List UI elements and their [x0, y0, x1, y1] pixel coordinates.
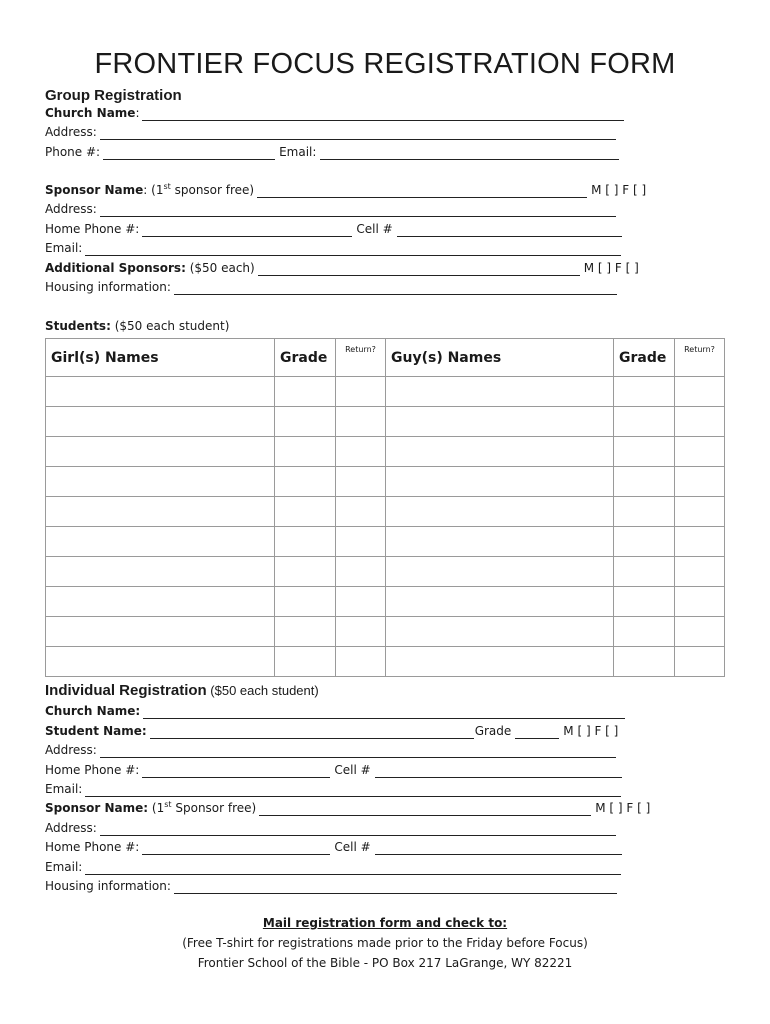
- individual-sponsor-phone-row: [45, 836, 622, 855]
- housing-field[interactable]: [174, 281, 617, 295]
- student-name-field[interactable]: [150, 725, 474, 739]
- individual-phone-row: [45, 759, 622, 778]
- girl-name-cell[interactable]: [46, 647, 275, 677]
- girl-name-cell[interactable]: [46, 587, 275, 617]
- girl-return-cell[interactable]: [336, 497, 386, 527]
- individual-sponsor-name-field[interactable]: [259, 802, 591, 816]
- guy-name-cell[interactable]: [386, 527, 614, 557]
- table-row: [46, 437, 725, 467]
- individual-housing-row: [45, 875, 617, 894]
- individual-sponsor-email-label: Email:: [45, 860, 83, 874]
- guy-name-cell[interactable]: [386, 407, 614, 437]
- girl-name-cell[interactable]: [46, 617, 275, 647]
- additional-gender-checkboxes[interactable]: M [ ] F [ ]: [583, 261, 639, 275]
- guy-grade-cell[interactable]: [614, 377, 675, 407]
- table-row: [46, 587, 725, 617]
- additional-sponsors-label: Additional Sponsors: ($50 each): [45, 261, 255, 275]
- girl-name-cell[interactable]: [46, 467, 275, 497]
- student-name-row: [45, 720, 622, 739]
- guy-return-cell[interactable]: [675, 587, 725, 617]
- address-label: Address:: [45, 125, 97, 139]
- guy-return-cell[interactable]: [675, 437, 725, 467]
- girl-return-cell[interactable]: [336, 437, 386, 467]
- students-label: Students: ($50 each student): [45, 319, 230, 333]
- girl-grade-cell[interactable]: [275, 587, 336, 617]
- individual-registration-heading: Individual Registration ($50 each student): [45, 682, 319, 699]
- guy-return-cell[interactable]: [675, 377, 725, 407]
- grade-field[interactable]: [515, 725, 559, 739]
- individual-sponsor-name-label: Sponsor Name: (1st Sponsor free): [45, 800, 257, 815]
- girl-name-cell[interactable]: [46, 407, 275, 437]
- guy-name-cell[interactable]: [386, 557, 614, 587]
- girl-return-cell[interactable]: [336, 557, 386, 587]
- guy-name-cell[interactable]: [386, 377, 614, 407]
- grade-label: Grade: [474, 724, 512, 738]
- girl-name-cell[interactable]: [46, 497, 275, 527]
- sponsor-name-field[interactable]: [257, 184, 587, 198]
- individual-address-label: Address:: [45, 743, 97, 757]
- individual-sponsor-home-phone-field[interactable]: [142, 841, 330, 855]
- girl-return-cell[interactable]: [336, 587, 386, 617]
- sponsor-phone-row: [45, 218, 622, 237]
- girl-return-cell[interactable]: [336, 407, 386, 437]
- individual-church-name-field[interactable]: [143, 705, 625, 719]
- table-row: [46, 377, 725, 407]
- sponsor-email-label: Email:: [45, 241, 83, 255]
- student-name-label: Student Name:: [45, 724, 147, 738]
- group-address-row: [45, 121, 616, 140]
- guy-grade-cell[interactable]: [614, 467, 675, 497]
- guy-grade-cell[interactable]: [614, 497, 675, 527]
- guy-return-cell[interactable]: [675, 527, 725, 557]
- girl-name-cell[interactable]: [46, 527, 275, 557]
- home-phone-field[interactable]: [142, 223, 352, 237]
- table-row: [46, 497, 725, 527]
- girls-grade-header: Grade: [275, 339, 336, 377]
- girl-grade-cell[interactable]: [275, 557, 336, 587]
- group-church-name-row: [45, 102, 624, 121]
- individual-sponsor-email-field[interactable]: [85, 861, 621, 875]
- girl-return-cell[interactable]: [336, 527, 386, 557]
- individual-housing-label: Housing information:: [45, 879, 171, 893]
- mail-heading: Mail registration form and check to:: [262, 916, 508, 930]
- church-name-field[interactable]: [142, 107, 624, 121]
- students-label-row: [45, 315, 232, 334]
- individual-sponsor-home-phone-label: Home Phone #:: [45, 840, 140, 854]
- girl-return-cell[interactable]: [336, 647, 386, 677]
- guy-name-cell[interactable]: [386, 617, 614, 647]
- girl-grade-cell[interactable]: [275, 377, 336, 407]
- guy-grade-cell[interactable]: [614, 647, 675, 677]
- sponsor-name-label: Sponsor Name: (1st sponsor free): [45, 182, 255, 197]
- group-housing-row: [45, 276, 617, 295]
- guy-name-cell[interactable]: [386, 647, 614, 677]
- girl-grade-cell[interactable]: [275, 497, 336, 527]
- guy-return-cell[interactable]: [675, 617, 725, 647]
- home-phone-label: Home Phone #:: [45, 222, 140, 236]
- individual-address-field[interactable]: [100, 744, 616, 758]
- table-row: [46, 407, 725, 437]
- guy-return-cell[interactable]: [675, 467, 725, 497]
- girl-grade-cell[interactable]: [275, 407, 336, 437]
- sponsor-email-row: [45, 237, 621, 256]
- girl-grade-cell[interactable]: [275, 527, 336, 557]
- guy-grade-cell[interactable]: [614, 557, 675, 587]
- sponsor-email-field[interactable]: [85, 242, 621, 256]
- individual-email-row: [45, 778, 621, 797]
- sponsor-address-row: [45, 198, 616, 217]
- girls-return-header: Return?: [336, 339, 386, 377]
- guy-return-cell[interactable]: [675, 407, 725, 437]
- individual-email-field[interactable]: [85, 783, 621, 797]
- individual-address-row: [45, 739, 616, 758]
- guys-names-header: Guy(s) Names: [386, 339, 614, 377]
- cell-label: Cell #: [356, 222, 393, 236]
- individual-home-phone-field[interactable]: [142, 764, 330, 778]
- table-row: [46, 647, 725, 677]
- girls-names-header: Girl(s) Names: [46, 339, 275, 377]
- sponsor-name-row: [45, 179, 650, 198]
- group-registration-heading-text: Group Registration: [45, 87, 182, 104]
- table-row: [46, 527, 725, 557]
- individual-sponsor-gender-checkboxes[interactable]: M [ ] F [ ]: [595, 801, 651, 815]
- guy-return-cell[interactable]: [675, 647, 725, 677]
- individual-church-name-row: [45, 700, 625, 719]
- individual-email-label: Email:: [45, 782, 83, 796]
- guy-name-cell[interactable]: [386, 467, 614, 497]
- church-name-label: Church Name:: [45, 106, 140, 120]
- tshirt-note: (Free T-shirt for registrations made prior to the Friday before Focus): [182, 936, 588, 950]
- students-table: [45, 338, 725, 677]
- individual-sponsor-cell-label: Cell #: [334, 840, 371, 854]
- cell-field[interactable]: [397, 223, 622, 237]
- guy-name-cell[interactable]: [386, 587, 614, 617]
- girl-grade-cell[interactable]: [275, 617, 336, 647]
- sponsor-address-label: Address:: [45, 202, 97, 216]
- phone-field[interactable]: [103, 146, 275, 160]
- individual-cell-field[interactable]: [375, 764, 622, 778]
- girl-name-cell[interactable]: [46, 557, 275, 587]
- housing-label: Housing information:: [45, 280, 171, 294]
- guy-grade-cell[interactable]: [614, 407, 675, 437]
- girl-name-cell[interactable]: [46, 377, 275, 407]
- guy-grade-cell[interactable]: [614, 527, 675, 557]
- individual-sponsor-email-row: [45, 856, 621, 875]
- address-field[interactable]: [100, 126, 616, 140]
- individual-sponsor-address-label: Address:: [45, 821, 97, 835]
- students-table-body: [46, 377, 725, 677]
- individual-sponsor-address-field[interactable]: [100, 822, 616, 836]
- girl-return-cell[interactable]: [336, 377, 386, 407]
- individual-church-name-label: Church Name:: [45, 704, 141, 718]
- email-field[interactable]: [320, 146, 619, 160]
- phone-label: Phone #:: [45, 145, 101, 159]
- sponsor-gender-checkboxes[interactable]: M [ ] F [ ]: [591, 183, 647, 197]
- additional-sponsors-row: [45, 257, 643, 276]
- guy-return-cell[interactable]: [675, 557, 725, 587]
- girl-name-cell[interactable]: [46, 437, 275, 467]
- mailing-address: Frontier School of the Bible - PO Box 217 LaGrange, WY 82221: [197, 956, 573, 970]
- student-gender-checkboxes[interactable]: M [ ] F [ ]: [563, 724, 619, 738]
- guy-return-cell[interactable]: [675, 497, 725, 527]
- email-label: Email:: [279, 145, 317, 159]
- individual-sponsor-address-row: [45, 817, 616, 836]
- girl-grade-cell[interactable]: [275, 437, 336, 467]
- girl-grade-cell[interactable]: [275, 647, 336, 677]
- form-title: FRONTIER FOCUS REGISTRATION FORM: [94, 48, 676, 80]
- guys-grade-header: Grade: [614, 339, 675, 377]
- individual-sponsor-name-row: [45, 797, 654, 816]
- group-phone-email-row: [45, 141, 619, 160]
- guy-grade-cell[interactable]: [614, 587, 675, 617]
- guy-grade-cell[interactable]: [614, 437, 675, 467]
- sponsor-address-field[interactable]: [100, 203, 616, 217]
- guys-return-header: Return?: [675, 339, 725, 377]
- individual-housing-field[interactable]: [174, 880, 617, 894]
- individual-home-phone-label: Home Phone #:: [45, 763, 140, 777]
- guy-name-cell[interactable]: [386, 437, 614, 467]
- girl-return-cell[interactable]: [336, 467, 386, 497]
- table-row: [46, 557, 725, 587]
- girl-return-cell[interactable]: [336, 617, 386, 647]
- table-row: [46, 467, 725, 497]
- guy-name-cell[interactable]: [386, 497, 614, 527]
- table-row: [46, 617, 725, 647]
- girl-grade-cell[interactable]: [275, 467, 336, 497]
- individual-sponsor-cell-field[interactable]: [375, 841, 622, 855]
- guy-grade-cell[interactable]: [614, 617, 675, 647]
- individual-cell-label: Cell #: [334, 763, 371, 777]
- additional-sponsors-field[interactable]: [258, 262, 580, 276]
- students-table-header: [46, 339, 725, 377]
